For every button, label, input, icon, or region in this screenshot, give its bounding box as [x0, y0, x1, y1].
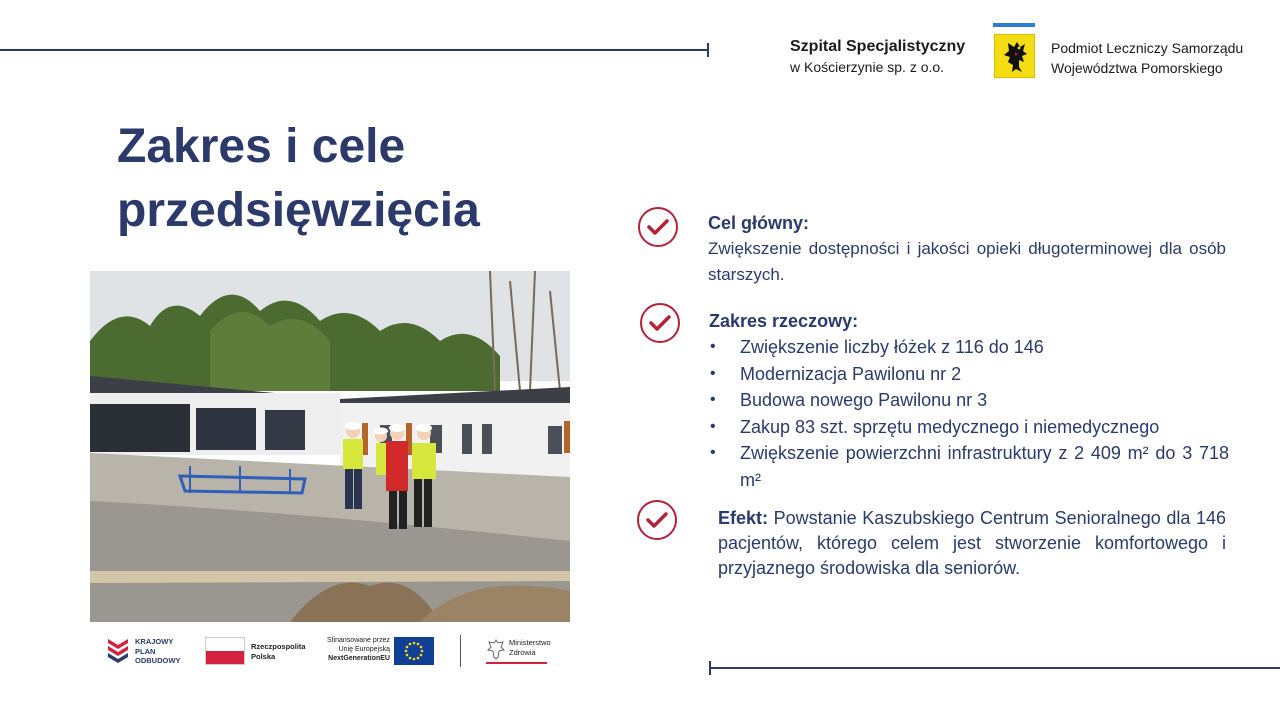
kpo-line-1: KRAJOWY: [135, 637, 174, 646]
effect-text: Powstanie Kaszubskiego Centrum Senioralnego dla 146 pacjentów, którego celem jest stworzenie komfortowego i przyjaznego środowiska dla seniorów.: [718, 508, 1226, 578]
construction-site-illustration: [90, 271, 570, 622]
funding-logos-strip: [100, 632, 570, 672]
kpo-logo-text: [135, 637, 180, 666]
eu-line-2: Unię Europejską: [338, 646, 390, 653]
rp-logo-text: [251, 642, 306, 661]
scope-item-beds: • Zwiększenie liczby łóżek z 116 do 146: [709, 334, 1229, 361]
checkmark-icon: [649, 314, 671, 332]
mz-line-1: Ministerstwo: [509, 638, 551, 647]
scope-item-equipment: • Zakup 83 szt. sprzętu medycznego i niemedycznego: [709, 414, 1229, 441]
effect-heading: Efekt:: [718, 508, 769, 528]
kpo-logo-icon: [106, 637, 130, 665]
logos-separator: [460, 635, 461, 667]
griffin-crest-icon-graphic: [995, 35, 1036, 79]
bottom-divider-line: [710, 667, 1280, 669]
region-authority-block: [1051, 38, 1266, 78]
hospital-name-block: [790, 36, 990, 77]
scope-item-pavilion-2: • Modernizacja Pawilonu nr 2: [709, 361, 1229, 388]
griffin-crest-icon: [994, 34, 1035, 78]
hospital-subtitle: w Kościerzynie sp. z o.o.: [790, 59, 945, 75]
region-line-1: Podmiot Leczniczy Samorządu: [1051, 40, 1244, 56]
ministry-logo-underline: [486, 662, 547, 664]
eu-line-3: NextGenerationEU: [328, 655, 390, 662]
scope-check-icon: [640, 303, 680, 343]
scope-item-pavilion-3: • Budowa nowego Pawilonu nr 3: [709, 387, 1229, 414]
goal-check-icon: [638, 207, 678, 247]
scope-heading: Zakres rzeczowy:: [709, 311, 859, 331]
rp-line-1: Rzeczpospolita: [251, 642, 306, 651]
page-title-line-1: Zakres i cele: [117, 120, 406, 173]
eu-stars-icon: [394, 637, 434, 665]
checkmark-icon: [646, 511, 668, 529]
rp-line-2: Polska: [251, 651, 276, 661]
top-divider-line: [0, 49, 709, 51]
page-title: [117, 115, 597, 243]
checkmark-icon: [647, 218, 669, 236]
scope-section: [709, 308, 1229, 493]
scope-list: [709, 334, 1229, 493]
mz-line-2: Zdrowia: [509, 647, 536, 657]
eu-flag-icon: [394, 637, 434, 665]
polish-flag-icon: [205, 637, 245, 665]
eu-funding-text: [318, 636, 390, 663]
top-divider-cap: [707, 43, 709, 57]
eagle-emblem-icon: [486, 638, 506, 660]
eu-line-1: Sfinansowane przez: [326, 637, 390, 644]
bottom-divider-cap: [709, 661, 711, 675]
goal-text: Zwiększenie dostępności i jakości opieki długoterminowej dla osób starszych.: [708, 239, 1226, 284]
kpo-line-2: PLAN: [135, 646, 156, 656]
kpo-line-3: ODBUDOWY: [135, 656, 181, 665]
goal-section: [708, 210, 1226, 288]
region-line-2: Województwa Pomorskiego: [1051, 60, 1223, 76]
ministry-logo-text: [509, 638, 551, 657]
construction-site-photo: [90, 271, 570, 622]
effect-check-icon: [637, 500, 677, 540]
goal-heading: Cel główny:: [708, 213, 810, 233]
scope-item-area: • Zwiększenie powierzchni infrastruktury z 2 409 m² do 3 718 m²: [709, 440, 1229, 493]
crest-accent-bar: [993, 23, 1035, 27]
effect-section: [718, 505, 1226, 580]
hospital-name: Szpital Specjalistyczny: [790, 38, 966, 55]
page-title-line-2: przedsięwzięcia: [117, 184, 480, 237]
